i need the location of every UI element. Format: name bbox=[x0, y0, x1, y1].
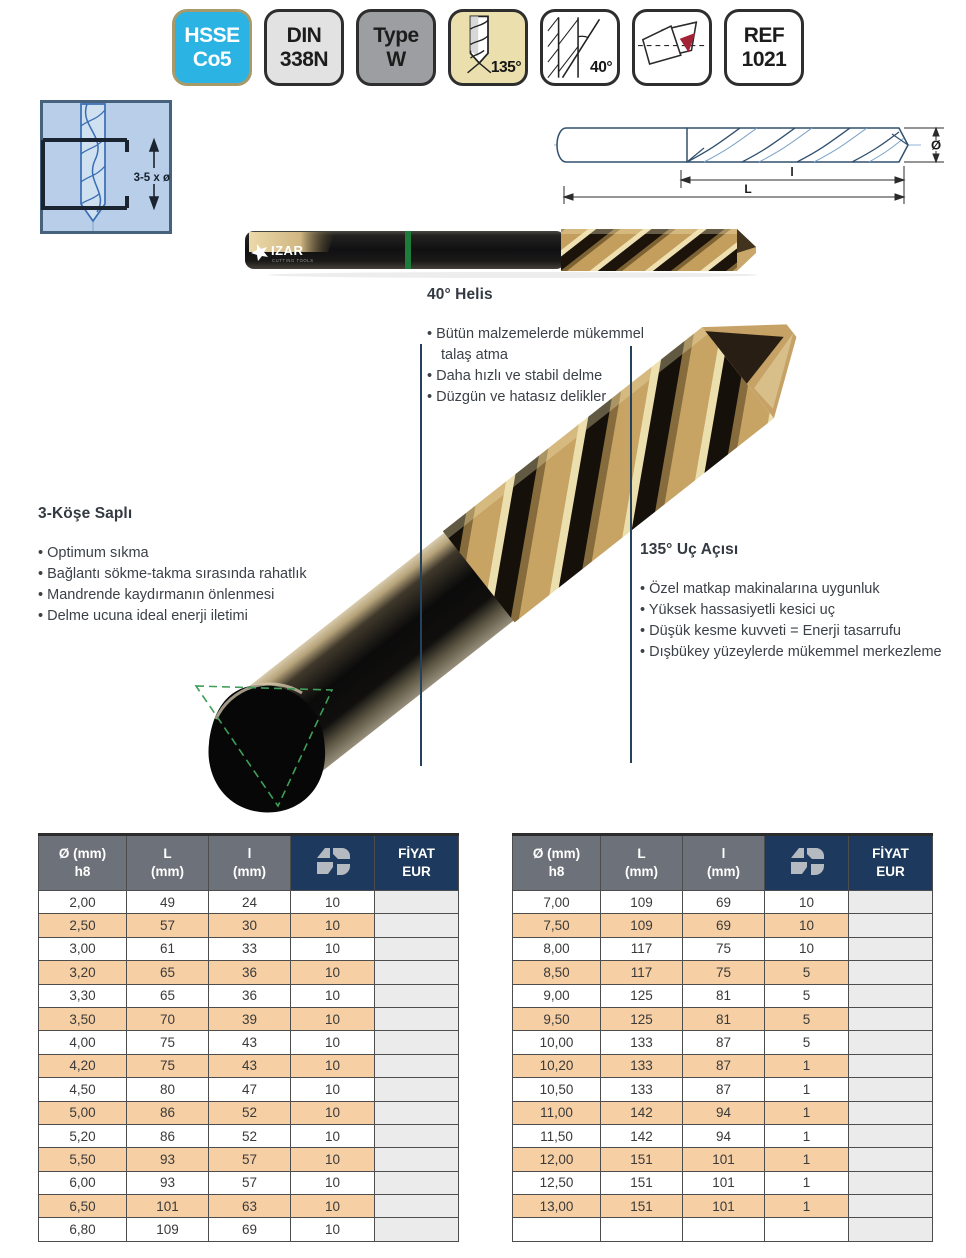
value-cell: 65 bbox=[127, 984, 209, 1007]
badge-type-line1: Type bbox=[373, 24, 419, 48]
col-header-flute-length: l (mm) bbox=[209, 835, 291, 891]
value-cell bbox=[765, 1218, 849, 1241]
price-cell bbox=[375, 961, 459, 984]
badge-ref-line2: 1021 bbox=[741, 47, 787, 71]
value-cell: 2,00 bbox=[39, 891, 127, 914]
value-cell: 69 bbox=[683, 914, 765, 937]
value-cell: 1 bbox=[765, 1078, 849, 1101]
col-header-diameter: Ø (mm) h8 bbox=[513, 835, 601, 891]
value-cell: 109 bbox=[601, 914, 683, 937]
table-row bbox=[513, 1124, 933, 1147]
price-cell bbox=[375, 1148, 459, 1171]
value-cell: 109 bbox=[601, 891, 683, 914]
value-cell: 125 bbox=[601, 1007, 683, 1030]
value-cell: 12,00 bbox=[513, 1148, 601, 1171]
badge-standard-line1: DIN bbox=[286, 24, 322, 48]
badge-ref-line1: REF bbox=[743, 24, 785, 48]
value-cell: 133 bbox=[601, 1031, 683, 1054]
value-cell: 5,50 bbox=[39, 1148, 127, 1171]
split-point-icon bbox=[636, 13, 708, 82]
value-cell: 151 bbox=[601, 1171, 683, 1194]
feature-bullet: • Bağlantı sökme-takma sırasında rahatlık bbox=[38, 564, 383, 585]
col-header-price: FİYAT EUR bbox=[375, 835, 459, 891]
price-cell bbox=[375, 1031, 459, 1054]
price-cell bbox=[375, 1101, 459, 1124]
value-cell: 33 bbox=[209, 937, 291, 960]
table-row bbox=[39, 961, 459, 984]
price-cell bbox=[375, 1054, 459, 1077]
price-cell bbox=[849, 891, 933, 914]
value-cell: 57 bbox=[209, 1171, 291, 1194]
price-cell bbox=[849, 1007, 933, 1030]
value-cell: 30 bbox=[209, 914, 291, 937]
badge-row bbox=[172, 9, 804, 86]
value-cell: 94 bbox=[683, 1124, 765, 1147]
table-row bbox=[39, 1007, 459, 1030]
price-cell bbox=[375, 1007, 459, 1030]
price-cell bbox=[849, 1124, 933, 1147]
drill-dimension-drawing bbox=[552, 98, 956, 210]
table-row bbox=[513, 1101, 933, 1124]
feature-bullet: • Özel matkap makinalarına uygunluk bbox=[640, 579, 955, 600]
value-cell: 6,50 bbox=[39, 1195, 127, 1218]
value-cell: 63 bbox=[209, 1195, 291, 1218]
value-cell: 93 bbox=[127, 1171, 209, 1194]
table-row bbox=[39, 1078, 459, 1101]
table-row bbox=[39, 1031, 459, 1054]
table-row bbox=[513, 984, 933, 1007]
value-cell: 10 bbox=[291, 984, 375, 1007]
feature-point-section bbox=[640, 541, 955, 664]
table-row bbox=[39, 1054, 459, 1077]
value-cell: 1 bbox=[765, 1124, 849, 1147]
feature-bullet: • Dışbükey yüzeylerde mükemmel merkezleme bbox=[640, 642, 955, 663]
brand-tagline: CUTTING TOOLS bbox=[272, 258, 314, 263]
value-cell: 69 bbox=[209, 1218, 291, 1241]
value-cell: 109 bbox=[127, 1218, 209, 1241]
value-cell: 81 bbox=[683, 1007, 765, 1030]
feature-helix-section bbox=[427, 286, 652, 409]
value-cell: 39 bbox=[209, 1007, 291, 1030]
table-row bbox=[39, 1124, 459, 1147]
value-cell: 5,00 bbox=[39, 1101, 127, 1124]
col-header-total-length: L (mm) bbox=[127, 835, 209, 891]
value-cell: 101 bbox=[683, 1148, 765, 1171]
feature-shank-title: 3-Köşe Saplı bbox=[38, 505, 133, 522]
feature-bullet: • Düzgün ve hatasız delikler bbox=[427, 387, 652, 408]
svg-text:l: l bbox=[790, 165, 794, 179]
table-row bbox=[39, 984, 459, 1007]
price-cell bbox=[375, 1078, 459, 1101]
value-cell: 10 bbox=[765, 914, 849, 937]
price-cell bbox=[849, 1031, 933, 1054]
badge-material bbox=[172, 9, 252, 86]
feature-bullet: • Yüksek hassasiyetli kesici uç bbox=[640, 600, 955, 621]
helix-angle-40-icon bbox=[544, 13, 616, 82]
value-cell: 10 bbox=[291, 1078, 375, 1101]
price-cell bbox=[375, 1195, 459, 1218]
value-cell: 3,30 bbox=[39, 984, 127, 1007]
price-cell bbox=[375, 1171, 459, 1194]
value-cell: 117 bbox=[601, 937, 683, 960]
package-icon bbox=[313, 845, 353, 877]
value-cell: 10,50 bbox=[513, 1078, 601, 1101]
green-ring bbox=[405, 231, 411, 269]
value-cell: 10 bbox=[291, 1195, 375, 1218]
feature-shank-bullets bbox=[38, 543, 383, 628]
price-cell bbox=[375, 1124, 459, 1147]
value-cell: 65 bbox=[127, 961, 209, 984]
value-cell: 5,20 bbox=[39, 1124, 127, 1147]
value-cell: 24 bbox=[209, 891, 291, 914]
value-cell: 10,00 bbox=[513, 1031, 601, 1054]
price-cell bbox=[849, 937, 933, 960]
value-cell: 10 bbox=[291, 1148, 375, 1171]
table-row bbox=[39, 1171, 459, 1194]
table-row bbox=[513, 891, 933, 914]
svg-text:L: L bbox=[744, 182, 752, 196]
value-cell: 10 bbox=[291, 937, 375, 960]
value-cell: 4,00 bbox=[39, 1031, 127, 1054]
svg-text:3-5 x ø: 3-5 x ø bbox=[133, 172, 170, 184]
value-cell: 10 bbox=[291, 1101, 375, 1124]
value-cell: 3,50 bbox=[39, 1007, 127, 1030]
price-cell bbox=[375, 891, 459, 914]
value-cell: 57 bbox=[127, 914, 209, 937]
price-cell bbox=[375, 1218, 459, 1241]
spec-table-right bbox=[512, 833, 933, 1242]
price-cell bbox=[849, 984, 933, 1007]
badge-material-line2: Co5 bbox=[192, 47, 232, 71]
value-cell: 8,00 bbox=[513, 937, 601, 960]
price-cell bbox=[849, 1101, 933, 1124]
table-row bbox=[39, 1218, 459, 1241]
feature-helix-title: 40° Helis bbox=[427, 286, 493, 303]
price-cell bbox=[849, 1218, 933, 1241]
brand-name: IZAR bbox=[271, 243, 304, 258]
table-row bbox=[513, 1078, 933, 1101]
drill-point-135-icon bbox=[452, 13, 524, 82]
value-cell: 86 bbox=[127, 1124, 209, 1147]
spec-table-left bbox=[38, 833, 459, 1242]
table-row bbox=[513, 961, 933, 984]
value-cell: 5 bbox=[765, 984, 849, 1007]
feature-bullet: • Daha hızlı ve stabil delme bbox=[427, 366, 652, 387]
value-cell: 4,50 bbox=[39, 1078, 127, 1101]
value-cell: 93 bbox=[127, 1148, 209, 1171]
value-cell: 10 bbox=[765, 937, 849, 960]
value-cell: 12,50 bbox=[513, 1171, 601, 1194]
value-cell: 87 bbox=[683, 1078, 765, 1101]
table-row bbox=[513, 1148, 933, 1171]
feature-bullet: • Delme ucuna ideal enerji iletimi bbox=[38, 606, 383, 627]
value-cell: 10 bbox=[291, 891, 375, 914]
value-cell: 10 bbox=[291, 914, 375, 937]
value-cell: 43 bbox=[209, 1054, 291, 1077]
section-divider-left bbox=[420, 344, 422, 766]
value-cell bbox=[683, 1218, 765, 1241]
badge-standard bbox=[264, 9, 344, 86]
value-cell: 75 bbox=[683, 961, 765, 984]
price-cell bbox=[849, 1078, 933, 1101]
value-cell: 9,00 bbox=[513, 984, 601, 1007]
feature-shank-section bbox=[38, 505, 383, 628]
value-cell: 7,50 bbox=[513, 914, 601, 937]
value-cell: 80 bbox=[127, 1078, 209, 1101]
price-cell bbox=[375, 984, 459, 1007]
value-cell: 101 bbox=[683, 1171, 765, 1194]
value-cell: 10 bbox=[291, 961, 375, 984]
price-cell bbox=[849, 914, 933, 937]
value-cell: 5 bbox=[765, 1007, 849, 1030]
col-header-price: FİYAT EUR bbox=[849, 835, 933, 891]
value-cell: 1 bbox=[765, 1171, 849, 1194]
table-row bbox=[39, 914, 459, 937]
feature-point-bullets bbox=[640, 579, 955, 664]
price-cell bbox=[849, 961, 933, 984]
value-cell: 6,00 bbox=[39, 1171, 127, 1194]
price-cell bbox=[375, 914, 459, 937]
value-cell: 52 bbox=[209, 1101, 291, 1124]
value-cell: 70 bbox=[127, 1007, 209, 1030]
table-row bbox=[39, 1101, 459, 1124]
value-cell: 5 bbox=[765, 1031, 849, 1054]
feature-bullet: • Düşük kesme kuvveti = Enerji tasarrufu bbox=[640, 621, 955, 642]
value-cell: 10 bbox=[291, 1218, 375, 1241]
table-header-row bbox=[513, 835, 933, 891]
value-cell: 87 bbox=[683, 1054, 765, 1077]
value-cell: 36 bbox=[209, 984, 291, 1007]
value-cell: 151 bbox=[601, 1195, 683, 1218]
value-cell: 101 bbox=[127, 1195, 209, 1218]
table-row bbox=[513, 1171, 933, 1194]
value-cell: 1 bbox=[765, 1148, 849, 1171]
value-cell: 5 bbox=[765, 961, 849, 984]
price-cell bbox=[849, 1054, 933, 1077]
value-cell: 4,20 bbox=[39, 1054, 127, 1077]
value-cell: 11,00 bbox=[513, 1101, 601, 1124]
table-row bbox=[513, 937, 933, 960]
value-cell: 10 bbox=[291, 1124, 375, 1147]
value-cell: 8,50 bbox=[513, 961, 601, 984]
value-cell: 6,80 bbox=[39, 1218, 127, 1241]
value-cell: 7,00 bbox=[513, 891, 601, 914]
col-header-diameter: Ø (mm) h8 bbox=[39, 835, 127, 891]
value-cell: 2,50 bbox=[39, 914, 127, 937]
value-cell: 43 bbox=[209, 1031, 291, 1054]
value-cell: 1 bbox=[765, 1054, 849, 1077]
value-cell: 133 bbox=[601, 1078, 683, 1101]
table-row bbox=[513, 1218, 933, 1241]
value-cell: 81 bbox=[683, 984, 765, 1007]
col-header-flute-length: l (mm) bbox=[683, 835, 765, 891]
value-cell: 69 bbox=[683, 891, 765, 914]
price-cell bbox=[849, 1148, 933, 1171]
table-row bbox=[513, 1054, 933, 1077]
badge-material-line1: HSSE bbox=[184, 24, 240, 48]
value-cell: 1 bbox=[765, 1195, 849, 1218]
value-cell: 10 bbox=[291, 1054, 375, 1077]
svg-text:40°: 40° bbox=[590, 58, 613, 76]
value-cell: 49 bbox=[127, 891, 209, 914]
col-header-total-length: L (mm) bbox=[601, 835, 683, 891]
col-header-pack bbox=[291, 835, 375, 891]
value-cell: 57 bbox=[209, 1148, 291, 1171]
feature-bullet: • Optimum sıkma bbox=[38, 543, 383, 564]
value-cell: 125 bbox=[601, 984, 683, 1007]
value-cell: 52 bbox=[209, 1124, 291, 1147]
value-cell: 9,50 bbox=[513, 1007, 601, 1030]
value-cell: 61 bbox=[127, 937, 209, 960]
drilling-depth-diagram bbox=[40, 100, 172, 234]
product-photo bbox=[243, 222, 759, 280]
value-cell: 142 bbox=[601, 1101, 683, 1124]
price-cell bbox=[849, 1195, 933, 1218]
table-row bbox=[513, 1195, 933, 1218]
value-cell: 47 bbox=[209, 1078, 291, 1101]
svg-text:Ø: Ø bbox=[930, 137, 942, 153]
col-header-pack bbox=[765, 835, 849, 891]
price-cell bbox=[849, 1171, 933, 1194]
badge-ref bbox=[724, 9, 804, 86]
value-cell: 117 bbox=[601, 961, 683, 984]
badge-helix-angle bbox=[540, 9, 620, 86]
value-cell: 3,00 bbox=[39, 937, 127, 960]
price-cell bbox=[375, 937, 459, 960]
table-header-row bbox=[39, 835, 459, 891]
value-cell: 75 bbox=[127, 1031, 209, 1054]
value-cell: 3,20 bbox=[39, 961, 127, 984]
value-cell bbox=[513, 1218, 601, 1241]
table-row bbox=[39, 937, 459, 960]
feature-bullet: • Mandrende kaydırmanın önlenmesi bbox=[38, 585, 383, 606]
feature-bullet: • Bütün malzemelerde mükemmel talaş atma bbox=[427, 324, 652, 366]
value-cell: 13,00 bbox=[513, 1195, 601, 1218]
value-cell: 87 bbox=[683, 1031, 765, 1054]
table-row bbox=[39, 1148, 459, 1171]
table-row bbox=[39, 891, 459, 914]
value-cell: 75 bbox=[127, 1054, 209, 1077]
badge-split-point bbox=[632, 9, 712, 86]
value-cell: 10 bbox=[291, 1171, 375, 1194]
value-cell: 75 bbox=[683, 937, 765, 960]
package-icon bbox=[787, 845, 827, 877]
table-row bbox=[513, 1031, 933, 1054]
value-cell: 11,50 bbox=[513, 1124, 601, 1147]
table-row bbox=[513, 1007, 933, 1030]
value-cell: 133 bbox=[601, 1054, 683, 1077]
badge-point-angle bbox=[448, 9, 528, 86]
badge-type-line2: W bbox=[386, 47, 406, 71]
value-cell: 101 bbox=[683, 1195, 765, 1218]
table-row bbox=[513, 914, 933, 937]
value-cell: 142 bbox=[601, 1124, 683, 1147]
badge-type bbox=[356, 9, 436, 86]
feature-point-title: 135° Uç Açısı bbox=[640, 541, 739, 558]
value-cell: 10 bbox=[291, 1031, 375, 1054]
badge-standard-line2: 338N bbox=[279, 47, 329, 71]
value-cell: 10 bbox=[291, 1007, 375, 1030]
value-cell: 94 bbox=[683, 1101, 765, 1124]
value-cell: 10 bbox=[765, 891, 849, 914]
value-cell: 10,20 bbox=[513, 1054, 601, 1077]
svg-text:135°: 135° bbox=[490, 58, 522, 76]
value-cell: 86 bbox=[127, 1101, 209, 1124]
value-cell bbox=[601, 1218, 683, 1241]
value-cell: 36 bbox=[209, 961, 291, 984]
table-row bbox=[39, 1195, 459, 1218]
value-cell: 1 bbox=[765, 1101, 849, 1124]
value-cell: 151 bbox=[601, 1148, 683, 1171]
feature-helix-bullets bbox=[427, 324, 652, 409]
